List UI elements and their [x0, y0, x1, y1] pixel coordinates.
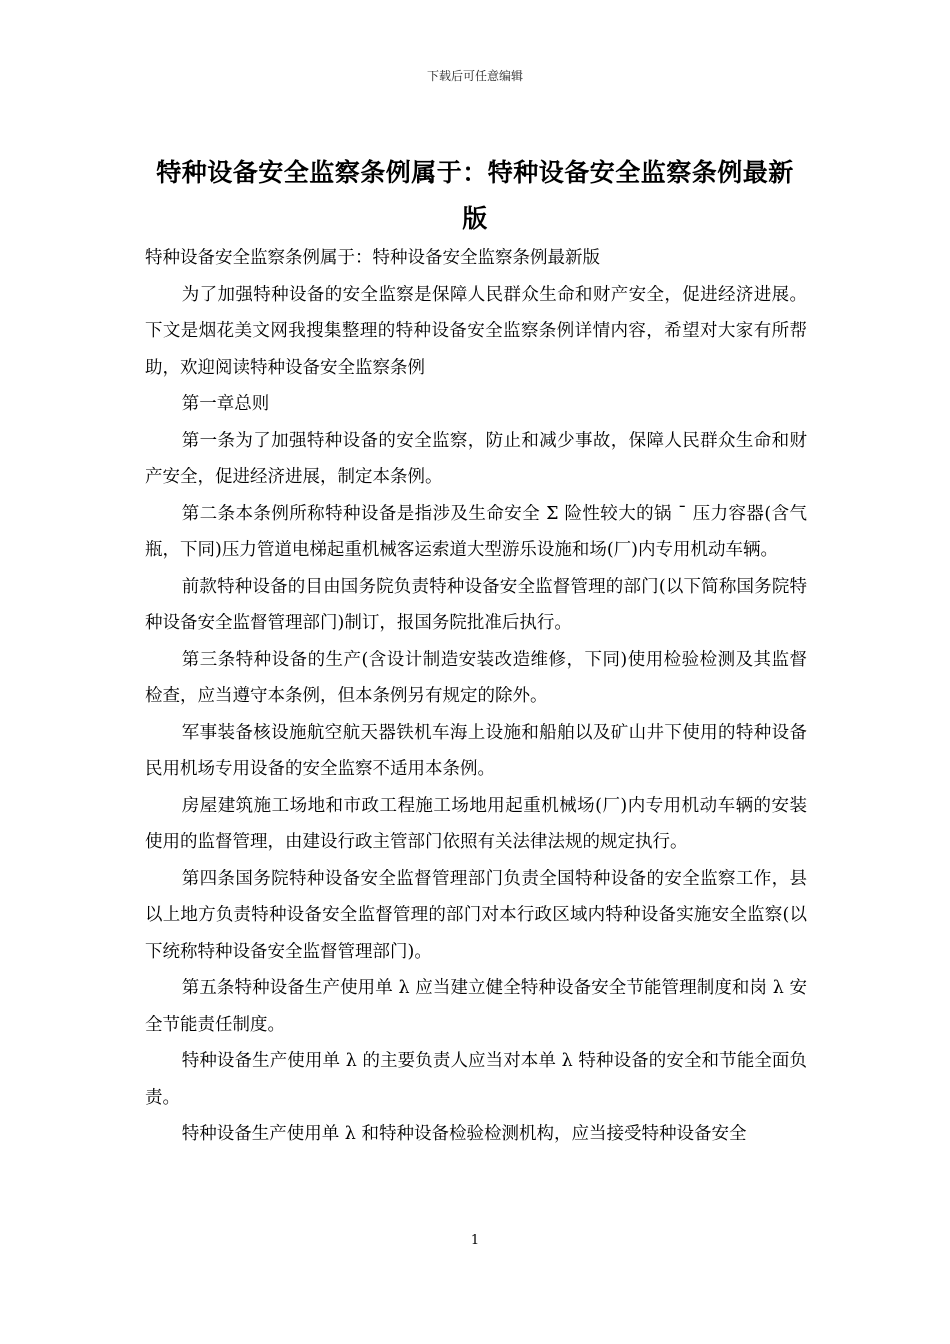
paragraph-article-4: 第四条国务院特种设备安全监督管理部门负责全国特种设备的安全监察工作，县以上地方负责特种设备安全监督管理的部门对本行政区域内特种设备实施安全监察(以下统称特种设备安全监督管理部门)。	[145, 868, 807, 962]
paragraph-article-5-supervision: 特种设备生产使用单 λ 和特种设备检验检测机构，应当接受特种设备安全	[181, 1124, 747, 1144]
paragraph-article-3-exclusion: 军事装备核设施航空航天器铁机车海上设施和船舶以及矿山井下使用的特种设备民用机场专用设备的安全监察不适用本条例。	[145, 722, 807, 779]
paragraph-article-5: 第五条特种设备生产使用单 λ 应当建立健全特种设备安全节能管理制度和岗 λ 安全节能责任制度。	[145, 978, 807, 1035]
paragraph-chapter-heading: 第一章总则	[181, 394, 270, 414]
paragraph-article-2-clause: 前款特种设备的目由国务院负责特种设备安全监督管理的部门(以下简称国务院特种设备安全监督管理部门)制订，报国务院批准后执行。	[145, 576, 807, 633]
paragraph-article-1: 第一条为了加强特种设备的安全监察，防止和减少事故，保障人民群众生命和财产安全，促进经济进展，制定本条例。	[145, 430, 807, 487]
paragraph-article-5-responsibility: 特种设备生产使用单 λ 的主要负责人应当对本单 λ 特种设备的安全和节能全面负责。	[145, 1051, 807, 1108]
header-note: 下载后可任意编辑	[426, 69, 523, 83]
document-body	[145, 240, 807, 1153]
page-number: 1	[470, 1233, 480, 1248]
paragraph-subtitle: 特种设备安全监察条例属于：特种设备安全监察条例最新版	[145, 248, 600, 268]
paragraph-article-2: 第二条本条例所称特种设备是指涉及生命安全 Σ 险性较大的锅 ¯ 压力容器(含气瓶，下同)压力管道电梯起重机械客运索道大型游乐设施和场(厂)内专用机动车辆。	[145, 503, 807, 560]
paragraph-intro: 为了加强特种设备的安全监察是保障人民群众生命和财产安全，促进经济进展。下文是烟花美文网我搜集整理的特种设备安全监察条例详情内容，希望对大家有所帮助，欢迎阅读特种设备安全监察条例	[145, 284, 807, 378]
document-title: 特种设备安全监察条例属于：特种设备安全监察条例最新版	[156, 158, 794, 233]
paragraph-article-3: 第三条特种设备的生产(含设计制造安装改造维修，下同)使用检验检测及其监督检查，应当遵守本条例，但本条例另有规定的除外。	[145, 649, 807, 706]
paragraph-article-3-construction: 房屋建筑施工场地和市政工程施工场地用起重机械场(厂)内专用机动车辆的安装使用的监督管理，由建设行政主管部门依照有关法律法规的规定执行。	[145, 795, 807, 852]
